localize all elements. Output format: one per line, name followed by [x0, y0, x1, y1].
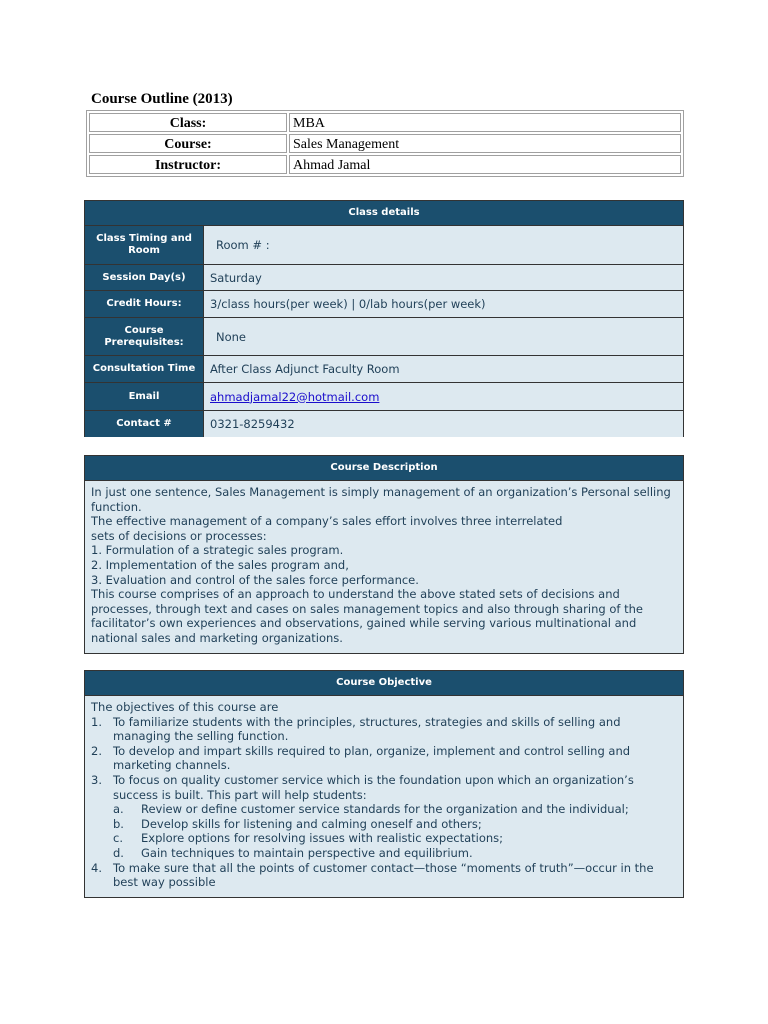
detail-value: After Class Adjunct Faculty Room: [204, 356, 683, 382]
info-label: Course:: [89, 134, 287, 153]
subitem-letter: b.: [113, 816, 124, 831]
info-row-instructor: [89, 155, 681, 174]
objective-number: 4.: [91, 860, 102, 875]
description-line: This course comprises of an approach to understand the above stated sets of decisions and processes, through text and cases on sales management topics and also through sharing of the facilitator’s own experiences and observations, gained while serving various multinational and national sales and marketing organizations.: [91, 587, 643, 645]
info-label: Class:: [89, 113, 287, 132]
description-body: [85, 481, 683, 650]
subitem-text: Explore options for resolving issues with realistic expectations;: [141, 831, 504, 846]
detail-label: Email: [85, 383, 204, 410]
subitem-letter: d.: [113, 845, 124, 860]
detail-label: Class Timing and Room: [85, 226, 204, 264]
email-link[interactable]: ahmadjamal22@hotmail.com: [210, 389, 380, 404]
course-info-table: [86, 110, 684, 177]
objective-text: To develop and impart skills required to plan, organize, implement and control selling and marketing channels.: [113, 743, 631, 773]
section-heading: Class details: [85, 201, 683, 226]
objective-text: To familiarize students with the principles, structures, strategies and skills of selling and managing the selling function.: [113, 714, 621, 744]
section-heading: Course Objective: [85, 671, 683, 696]
detail-label: Contact #: [85, 411, 204, 437]
description-line: 2. Implementation of the sales program and,: [91, 557, 349, 572]
objective-subitem: [91, 817, 677, 832]
detail-value: [204, 383, 683, 410]
info-label: Instructor:: [89, 155, 287, 174]
objective-item: [91, 861, 677, 890]
detail-row-contact: [85, 411, 683, 437]
objective-number: 3.: [91, 772, 102, 787]
description-line: The effective management of a company’s sales effort involves three interrelated: [91, 514, 563, 529]
detail-row-session: [85, 265, 683, 291]
detail-value: 0321-8259432: [204, 411, 683, 437]
objective-subitem: [91, 831, 677, 846]
info-value: Sales Management: [289, 134, 681, 153]
section-heading: Course Description: [85, 456, 683, 481]
subitem-text: Develop skills for listening and calming oneself and others;: [141, 816, 482, 831]
objective-item: [91, 773, 677, 802]
objective-text: To focus on quality customer service which is the foundation upon which an organization’s success is built. This part will help students:: [113, 772, 634, 802]
detail-row-consultation: [85, 356, 683, 383]
subitem-text: Gain techniques to maintain perspective and equilibrium.: [141, 845, 473, 860]
page-title: Course Outline (2013): [91, 91, 233, 107]
course-description-section: [84, 455, 684, 654]
detail-value: Room # :: [204, 226, 683, 264]
detail-row-timing: [85, 226, 683, 265]
objective-item: [91, 715, 677, 744]
subitem-letter: a.: [113, 802, 124, 817]
objective-body: [85, 696, 683, 894]
detail-row-credit: [85, 291, 683, 318]
detail-label: Credit Hours:: [85, 291, 204, 317]
objective-item: [91, 744, 677, 773]
class-details-section: [84, 200, 684, 437]
info-value: Ahmad Jamal: [289, 155, 681, 174]
objective-text: To make sure that all the points of customer contact—those “moments of truth”—occur in the best way possible: [113, 860, 654, 890]
detail-label: Consultation Time: [85, 356, 204, 382]
info-value: MBA: [289, 113, 681, 132]
info-row-class: [89, 113, 681, 132]
objective-number: 2.: [91, 743, 102, 758]
objective-subitem: [91, 846, 677, 861]
subitem-text: Review or define customer service standards for the organization and the individual;: [141, 802, 629, 817]
objective-subitem: [91, 802, 677, 817]
detail-value: None: [204, 318, 683, 355]
detail-row-prerequisites: [85, 318, 683, 356]
description-line: 1. Formulation of a strategic sales program.: [91, 543, 344, 558]
detail-label: Course Prerequisites:: [85, 318, 204, 355]
course-objective-section: [84, 670, 684, 898]
info-row-course: [89, 134, 681, 153]
detail-value: 3/class hours(per week) | 0/lab hours(per week): [204, 291, 683, 317]
detail-value: Saturday: [204, 265, 683, 290]
description-line: In just one sentence, Sales Management is simply management of an organization’s Personal selling function.: [91, 485, 671, 514]
detail-row-email: [85, 383, 683, 411]
objective-intro: The objectives of this course are: [91, 700, 279, 714]
subitem-letter: c.: [113, 831, 123, 846]
description-line: sets of decisions or processes:: [91, 528, 267, 543]
detail-label: Session Day(s): [85, 265, 204, 290]
objective-number: 1.: [91, 714, 102, 729]
description-line: 3. Evaluation and control of the sales force performance.: [91, 572, 419, 587]
